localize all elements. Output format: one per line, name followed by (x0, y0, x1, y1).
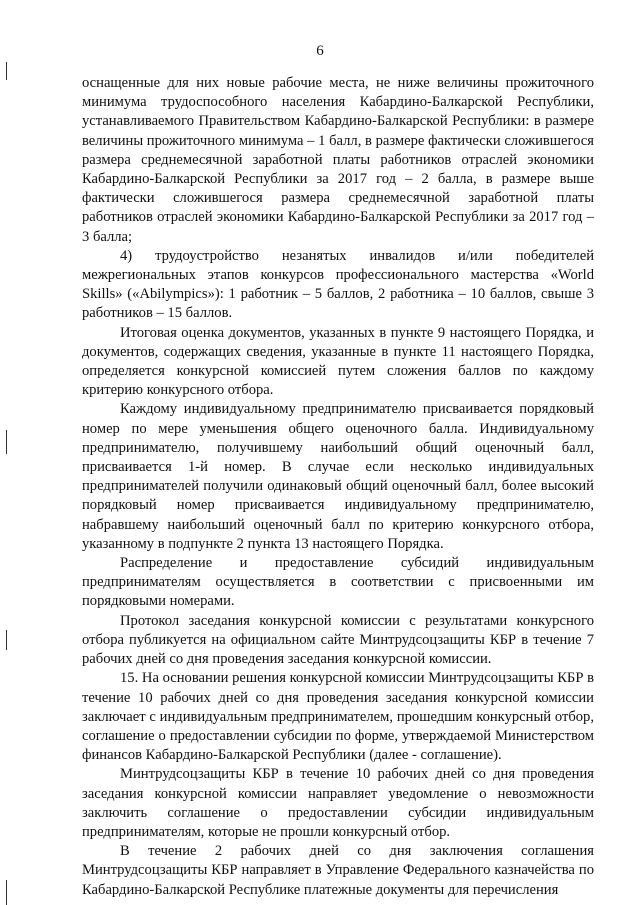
paragraph: оснащенные для них новые рабочие места, не ниже величины прожиточного минимума трудоспособного населения Кабардино-Балкарской Республики, устанавливаемого Правительством Кабардино-Балкарской Республики: в размере величины прожиточного минимума – 1 балл, в размере фактически сложившегося размера среднемесячной заработной платы работников отраслей экономики Кабардино-Балкарской Республики за 2017 год – 2 балла, в размере выше фактически сложившегося размера среднемесячной заработной платы работников отраслей экономики Кабардино-Балкарской Республики за 2017 год – 3 балла; (82, 75, 594, 245)
page-number: 6 (316, 43, 324, 59)
document-body (82, 74, 594, 900)
paragraph: 4) трудоустройство незанятых инвалидов и/или победителей межрегиональных этапов конкурсов профессионального мастерства «World Skills» («Abilympics»): 1 работник – 5 баллов, 2 работника – 10 баллов, свыше 3 работников – 15 баллов. (82, 247, 594, 322)
paragraph: Протокол заседания конкурсной комиссии с результатами конкурсного отбора публикуется на официальном сайте Минтрудсоцзащиты КБР в течение 7 рабочих дней со дня проведения заседания конкурсной комиссии. (82, 612, 594, 668)
left-margin-mark (6, 880, 7, 905)
paragraph: Каждому индивидуальному предпринимателю присваивается порядковый номер по мере уменьшения общего оценочного балла. Индивидуальному предпринимателю, получившему наибольший общий оценочный балл, присваивается 1-й номер. В случае если несколько индивидуальных предпринимателей получили одинаковый общий оценочный балл, более высокий порядковый номер присваивается индивидуальному предпринимателю, набравшему наибольший оценочный балл по критерию конкурсного отбора, указанному в подпункте 2 пункта 13 настоящего Порядка. (82, 401, 594, 552)
left-margin-mark (6, 430, 7, 454)
paragraph: Итоговая оценка документов, указанных в пункте 9 настоящего Порядка, и документов, содержащих сведения, указанные в пункте 11 настоящего Порядка, определяется конкурсной комиссией путем сложения баллов по каждому критерию конкурсного отбора. (82, 324, 594, 399)
left-margin-mark (6, 630, 7, 650)
paragraph: Распределение и предоставление субсидий индивидуальным предпринимателям осуществляется в соответствии с присвоенными им порядковыми номерами. (82, 555, 594, 610)
left-margin-mark (6, 62, 7, 80)
paragraph: Минтрудсоцзащиты КБР в течение 10 рабочих дней со дня проведения заседания конкурсной комиссии направляет уведомление о невозможности заключить соглашение о предоставлении субсидии индивидуальным предпринимателям, которые не прошли конкурсный отбор. (82, 766, 594, 840)
paragraph: В течение 2 рабочих дней со дня заключения соглашения Минтрудсоцзащиты КБР направляет в Управление Федерального казначейства по Кабардино-Балкарской Республике платежные документы для перечисления (82, 843, 594, 898)
paragraph: 15. На основании решения конкурсной комиссии Минтрудсоцзащиты КБР в течение 10 рабочих дней со дня проведения заседания конкурсной комиссии заключает с индивидуальным предпринимателем, прошедшим конкурсный отбор, соглашение о предоставлении субсидии по форме, утверждаемой Министерством финансов Кабардино-Балкарской Республики (далее - соглашение). (82, 670, 594, 764)
